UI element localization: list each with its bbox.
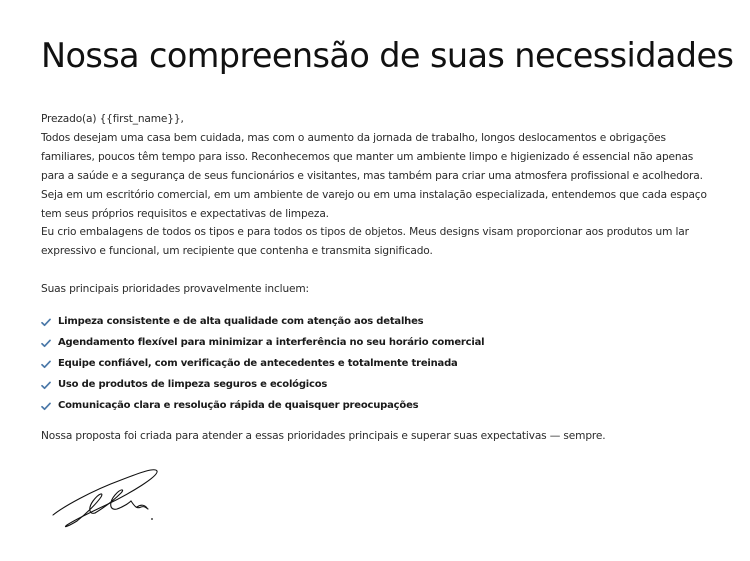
list-item (41, 311, 484, 332)
priority-label: Limpeza consistente e de alta qualidade com atenção aos detalhes (58, 316, 424, 327)
priorities-intro: Suas principais prioridades provavelmente incluem: (41, 283, 309, 295)
checkmark-icon (41, 402, 51, 412)
priority-label: Equipe confiável, com verificação de antecedentes e totalmente treinada (58, 358, 458, 369)
checkmark-icon (41, 381, 51, 391)
checkmark-icon (41, 318, 51, 328)
list-item (41, 395, 484, 416)
page-title: Nossa compreensão de suas necessidades (41, 36, 734, 75)
closing-statement: Nossa proposta foi criada para atender a essas prioridades principais e superar suas expectativas — sempre. (41, 430, 606, 442)
list-item (41, 353, 484, 374)
priorities-list (41, 311, 484, 416)
list-item (41, 332, 484, 353)
letter-body (41, 110, 711, 261)
paragraph-needs: Todos desejam uma casa bem cuidada, mas com o aumento da jornada de trabalho, longos deslocamentos e obrigações familiares, poucos têm tempo para isso. Reconhecemos que manter um ambiente limpo e higienizado é essencial não apenas para a saúde e a segurança de seus funcionários e visitantes, mas também para criar uma atmosfera profissional e acolhedora. Seja em um escritório comercial, em um ambiente de varejo ou em uma instalação especializada, entendemos que cada espaço tem seus próprios requisitos e expectativas de limpeza. (41, 131, 707, 220)
checkmark-icon (41, 360, 51, 370)
paragraph-packaging: Eu crio embalagens de todos os tipos e para todos os tipos de objetos. Meus designs visam proporcionar aos produtos um lar expressivo e funcional, um recipiente que contenha e transmita significado. (41, 226, 689, 258)
checkmark-icon (41, 339, 51, 349)
priority-label: Comunicação clara e resolução rápida de quaisquer preocupações (58, 400, 419, 411)
priority-label: Agendamento flexível para minimizar a interferência no seu horário comercial (58, 337, 485, 348)
signature-image (51, 463, 166, 533)
list-item (41, 374, 484, 395)
salutation: Prezado(a) {{first_name}}, (41, 113, 184, 125)
priority-label: Uso de produtos de limpeza seguros e ecológicos (58, 379, 328, 390)
signature-icon (51, 463, 166, 533)
